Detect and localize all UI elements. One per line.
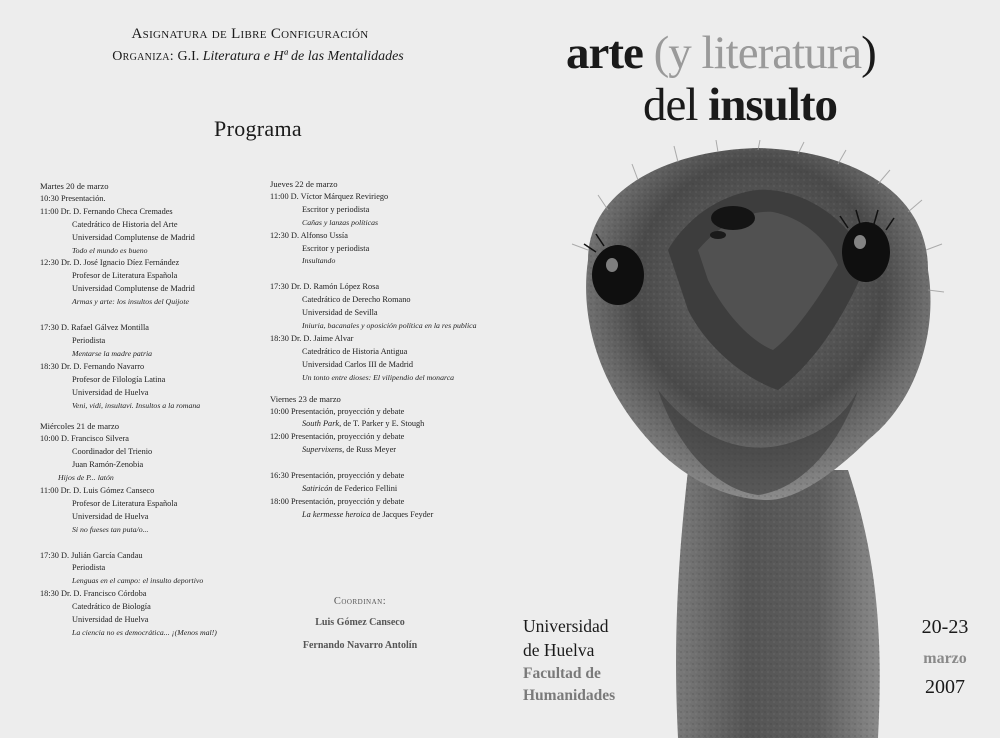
faculty-line-1: Facultad de (523, 665, 601, 682)
day-heading: Jueves 22 de marzo (270, 179, 338, 189)
speaker-detail: Universidad de Huelva (72, 615, 149, 625)
talk-title: Armas y arte: los insultos del Quijote (72, 297, 189, 307)
speaker-detail: Juan Ramón-Zenobia (72, 460, 144, 470)
programa-title: Programa (214, 116, 302, 141)
university-line-1: Universidad (523, 616, 609, 636)
schedule-row: 18:00 Presentación, proyección y debate (270, 496, 405, 506)
schedule-row: 17:30 D. Rafael Gálvez Montilla (40, 323, 149, 333)
faculty-name (523, 663, 615, 707)
speaker-detail: Profesor de Literatura Española (72, 498, 178, 508)
schedule-row: 18:30 Dr. D. Fernando Navarro (40, 361, 145, 371)
course-heading: Asignatura de Libre Configuración (131, 26, 369, 42)
event-days: 20-23 (921, 616, 969, 638)
speaker-detail: Periodista (72, 335, 106, 345)
schedule-row: 10:00 Presentación, proyección y debate (270, 406, 405, 416)
schedule-column-1 (40, 180, 270, 640)
schedule-column-2 (270, 178, 500, 522)
speaker-detail: Escritor y periodista (302, 243, 370, 253)
speaker-detail: Coordinador del Trienio (72, 447, 153, 457)
speaker-detail: Universidad de Huelva (72, 387, 149, 397)
talk-title: Un tonto entre dioses: El vilipendio del monarca (302, 372, 455, 382)
schedule-row: 10:00 D. Francisco Silvera (40, 434, 129, 444)
main-title-line-1 (566, 27, 876, 79)
event-year: 2007 (925, 676, 965, 698)
coordinator-name: Fernando Navarro Antolín (302, 640, 418, 651)
talk-title: Iniuria, bacanales y oposición política en la res publica (302, 321, 477, 331)
film-author: de T. Parker y E. Stough (341, 419, 425, 429)
schedule-row: 12:30 D. Alfonso Ussía (270, 230, 348, 240)
film-detail (270, 444, 500, 457)
speaker-detail: Universidad Complutense de Madrid (72, 284, 195, 294)
film-detail (270, 509, 500, 522)
schedule-row: 12:00 Presentación, proyección y debate (270, 432, 405, 442)
speaker-detail: Catedrático de Historia del Arte (72, 219, 178, 229)
university-line-2: de Huelva (523, 640, 595, 660)
schedule-row: 17:30 Dr. D. Ramón López Rosa (270, 282, 379, 292)
film-author: de Federico Fellini (332, 484, 398, 494)
film-author: de Russ Meyer (344, 445, 397, 455)
schedule-row: 11:00 D. Víctor Márquez Reviriego (270, 191, 389, 201)
speaker-detail: Catedrático de Historia Antigua (302, 346, 408, 356)
film-title: Supervixens, (302, 445, 345, 455)
main-title-line-2 (643, 79, 838, 131)
ostrich-photo (548, 140, 968, 738)
schedule-row: 16:30 Presentación, proyección y debate (270, 471, 405, 481)
speaker-detail: Universidad de Sevilla (302, 308, 378, 318)
speaker-detail: Periodista (72, 563, 106, 573)
film-detail (270, 418, 500, 431)
schedule-row: 11:00 Dr. D. Fernando Checa Cremades (40, 206, 173, 216)
speaker-detail: Escritor y periodista (302, 204, 370, 214)
event-month: marzo (923, 650, 967, 667)
talk-title: Si no fueses tan puta/o... (72, 524, 149, 534)
speaker-detail: Universidad Carlos III de Madrid (302, 359, 414, 369)
faculty-line-2: Humanidades (523, 687, 616, 704)
schedule-row: 10:30 Presentación. (40, 193, 106, 203)
coordinator-name: Luis Gómez Canseco (315, 617, 405, 628)
day-heading: Martes 20 de marzo (40, 181, 109, 191)
talk-title: Veni, vidi, insultavi. Insultos a la romana (72, 400, 201, 410)
university-name (523, 614, 609, 662)
speaker-detail: Universidad Complutense de Madrid (72, 232, 195, 242)
title-paren-close: ) (861, 27, 876, 79)
talk-title: La ciencia no es democrática... ¡(Menos mal!) (72, 628, 217, 637)
schedule-row: 17:30 D. Julián García Candau (40, 550, 143, 560)
talk-title: Insultando (302, 256, 336, 266)
film-detail (270, 483, 500, 496)
title-del: del (643, 79, 709, 131)
coordinators-heading: Coordinan: (333, 596, 387, 607)
talk-title: Lenguas en el campo: el insulto deportivo (72, 576, 204, 586)
schedule-row: 11:00 Dr. D. Luis Gómez Canseco (40, 485, 155, 495)
film-title: Satiricón (302, 484, 333, 494)
speaker-detail: Profesor de Filología Latina (72, 374, 166, 384)
day-heading: Miércoles 21 de marzo (40, 421, 119, 432)
speaker-detail: Universidad de Huelva (72, 511, 149, 521)
organizer-gi: G.I. (173, 49, 203, 64)
speaker-detail: Catedrático de Biología (72, 602, 151, 612)
title-paren-open: ( (653, 27, 669, 79)
talk-title: Cañas y lanzas políticas (302, 217, 379, 227)
schedule-row: 12:30 Dr. D. José Ignacio Díez Fernández (40, 258, 180, 268)
organizer-line (0, 49, 516, 65)
speaker-detail: Catedrático de Derecho Romano (302, 295, 411, 305)
day-heading: Viernes 23 de marzo (270, 393, 341, 404)
title-insulto: insulto (708, 79, 838, 131)
organizer-prefix: Organiza: (112, 49, 174, 64)
organizer-name: Literatura e Hª de las Mentalidades (202, 49, 404, 64)
schedule-row: 18:30 Dr. D. Francisco Córdoba (40, 589, 147, 599)
talk-title: Hijos de P... latón (58, 473, 114, 483)
speaker-detail: Profesor de Literatura Española (72, 271, 178, 281)
title-arte: arte (566, 27, 654, 79)
film-title: La kermesse heroica (302, 509, 371, 519)
film-author: de Jacques Feyder (370, 509, 434, 519)
title-y-literatura: y literatura (668, 27, 862, 79)
film-title: South Park, (302, 419, 342, 429)
talk-title: Mentarse la madre patria (72, 348, 153, 358)
schedule-row: 18:30 Dr. D. Jaime Alvar (270, 333, 354, 343)
talk-title: Todo el mundo es bueno (72, 245, 148, 255)
